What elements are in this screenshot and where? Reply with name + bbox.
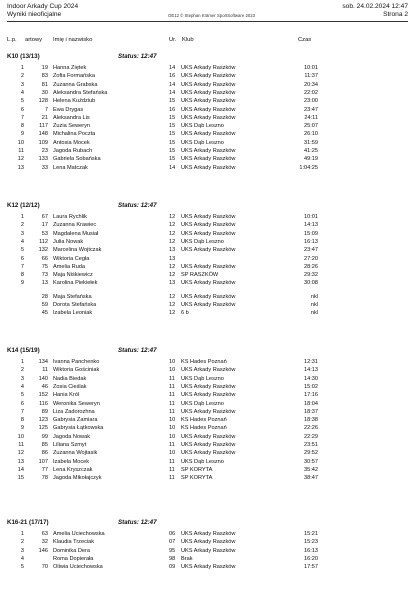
result-club: UKS Dąb Leszno bbox=[181, 123, 224, 130]
result-name: Hanna Ziętek bbox=[53, 65, 87, 71]
result-start-number: 75 bbox=[41, 263, 48, 270]
result-place: 11 bbox=[18, 442, 24, 448]
result-place: 7 bbox=[20, 408, 24, 415]
result-club: UKS Arkady Raszków bbox=[181, 156, 236, 163]
result-birth-year: 06 bbox=[169, 531, 176, 537]
result-place: 1 bbox=[20, 65, 24, 71]
result-start-number: 46 bbox=[41, 383, 48, 390]
result-time: 28:26 bbox=[304, 263, 318, 270]
result-club: UKS Arkady Raszków bbox=[181, 302, 236, 308]
result-name: Nadia Biedak bbox=[53, 375, 87, 382]
result-row bbox=[0, 476, 415, 484]
result-club: UKS Arkady Raszków bbox=[181, 367, 236, 374]
result-birth-year: 15 bbox=[169, 139, 176, 146]
result-name: Dominika Dera bbox=[53, 547, 90, 554]
result-place: 4 bbox=[20, 383, 24, 390]
result-start-number: 148 bbox=[38, 131, 48, 138]
result-name: Antosia Mocek bbox=[53, 139, 90, 146]
header-left bbox=[7, 3, 78, 20]
result-start-number: 7 bbox=[44, 106, 48, 113]
result-place: 2 bbox=[20, 367, 24, 374]
result-time: 27:20 bbox=[304, 255, 318, 262]
result-club: UKS Arkady Raszków bbox=[181, 408, 236, 415]
result-birth-year: 15 bbox=[169, 148, 176, 154]
result-club: KS Hades Poznań bbox=[181, 359, 227, 365]
result-start-number: 83 bbox=[41, 73, 48, 80]
result-birth-year: 12 bbox=[169, 293, 176, 300]
result-name: Karolina Piekiełek bbox=[53, 280, 98, 287]
result-birth-year: 12 bbox=[169, 310, 176, 317]
result-name: Helena Kuździub bbox=[53, 98, 96, 105]
result-place: 3 bbox=[20, 547, 24, 554]
result-club: UKS Arkady Raszków bbox=[181, 131, 236, 138]
col-club: Klub bbox=[182, 37, 194, 43]
result-name: Zuzanna Wojtasik bbox=[53, 450, 98, 457]
result-club: UKS Arkady Raszków bbox=[181, 230, 236, 237]
result-row bbox=[0, 166, 415, 174]
result-time: 41:25 bbox=[304, 148, 318, 154]
result-birth-year: 15 bbox=[169, 123, 176, 130]
result-birth-year: 11 bbox=[169, 475, 175, 482]
result-time: 15:02 bbox=[304, 383, 318, 390]
result-birth-year: 12 bbox=[169, 272, 176, 279]
result-name: Aleksandra Stefańska bbox=[53, 89, 108, 96]
result-name: Wiktoria Cegła bbox=[53, 255, 90, 262]
result-birth-year: 11 bbox=[169, 400, 175, 407]
category-status: Status: 12:47 bbox=[118, 519, 157, 526]
result-name: Zosia Cieślak bbox=[53, 383, 87, 390]
result-time: 17:57 bbox=[304, 564, 318, 571]
result-row bbox=[0, 248, 415, 256]
result-start-number: 63 bbox=[41, 531, 48, 537]
result-name: Wiktoria Gościniak bbox=[53, 367, 100, 374]
result-time: 29:32 bbox=[304, 272, 318, 279]
result-club: KS Hades Poznań bbox=[181, 417, 227, 424]
result-birth-year: 11 bbox=[169, 392, 175, 399]
result-birth-year: 12 bbox=[169, 238, 176, 245]
result-start-number: 152 bbox=[38, 392, 48, 399]
result-name: Amelia Ruda bbox=[53, 263, 86, 270]
software-credit: OE12 © Stephan Krämer SportSoftware 2023 bbox=[168, 13, 256, 18]
result-place: 3 bbox=[20, 230, 24, 237]
result-name: Liza Zadorozhna bbox=[53, 408, 95, 415]
result-name: Ewa Drygas bbox=[53, 106, 84, 113]
result-birth-year: 11 bbox=[169, 375, 175, 382]
result-row bbox=[0, 281, 415, 289]
result-name: Gabrysia Zamiara bbox=[53, 417, 98, 424]
result-name: Hania Król bbox=[53, 392, 80, 399]
result-name: Izabela Mocek bbox=[53, 458, 90, 465]
result-place: 9 bbox=[20, 425, 24, 432]
result-start-number: 17 bbox=[41, 222, 48, 229]
result-club: UKS Arkady Raszków bbox=[181, 383, 236, 390]
category-status: Status: 12:47 bbox=[118, 347, 157, 354]
result-place: 4 bbox=[20, 89, 24, 96]
result-start-number: 125 bbox=[38, 425, 48, 432]
result-club: UKS Arkady Raszków bbox=[181, 450, 236, 457]
result-club: UKS Arkady Raszków bbox=[181, 65, 236, 71]
result-club: UKS Arkady Raszków bbox=[181, 106, 236, 113]
result-time: 38:47 bbox=[304, 475, 318, 482]
result-name: Gabriela Sobańska bbox=[53, 156, 101, 163]
result-club: UKS Arkady Raszków bbox=[181, 81, 236, 88]
category-title: K16-21 (17/17) bbox=[7, 519, 49, 526]
result-time: 10:01 bbox=[304, 214, 318, 220]
result-time: 22:02 bbox=[304, 89, 318, 96]
result-club: UKS Arkady Raszków bbox=[181, 247, 236, 254]
result-birth-year: 11 bbox=[169, 383, 175, 390]
result-start-number: 146 bbox=[38, 547, 48, 554]
result-row bbox=[0, 311, 415, 319]
result-row bbox=[0, 565, 415, 573]
result-start-number: 99 bbox=[41, 433, 48, 440]
result-place: 9 bbox=[20, 131, 24, 138]
event-title: Indoor Arkady Cup 2024 bbox=[7, 3, 79, 10]
col-place: L.p. bbox=[7, 37, 17, 43]
result-time: 16:13 bbox=[304, 238, 318, 245]
result-start-number: 128 bbox=[38, 98, 48, 105]
result-birth-year: 10 bbox=[169, 359, 176, 365]
result-time: 12:31 bbox=[304, 359, 318, 365]
result-name: Lena Kryszczak bbox=[53, 466, 93, 473]
result-time: 18:38 bbox=[304, 417, 318, 424]
result-time: nkl bbox=[310, 302, 318, 308]
result-club: UKS Arkady Raszków bbox=[181, 392, 236, 399]
result-birth-year: 09 bbox=[169, 564, 176, 571]
result-start-number: 33 bbox=[41, 164, 48, 171]
result-place: 6 bbox=[20, 255, 24, 262]
col-year: Ur. bbox=[169, 37, 177, 43]
result-time: 31:59 bbox=[304, 139, 318, 146]
result-time: 49:19 bbox=[304, 156, 318, 163]
result-time: 26:10 bbox=[304, 131, 318, 138]
result-place: 3 bbox=[20, 81, 24, 88]
result-start-number: 53 bbox=[41, 230, 48, 237]
header-right bbox=[342, 3, 408, 20]
result-time: 29:52 bbox=[304, 450, 318, 457]
result-time: nkl bbox=[310, 310, 318, 317]
result-club: 6 b bbox=[181, 310, 189, 317]
result-club: UKS Arkady Raszków bbox=[181, 89, 236, 96]
result-time: 20:34 bbox=[304, 81, 318, 88]
result-time: 16:13 bbox=[304, 547, 318, 554]
result-club: UKS Dąb Leszno bbox=[181, 375, 224, 382]
result-birth-year: 12 bbox=[169, 230, 176, 237]
result-club: UKS Arkady Raszków bbox=[181, 73, 236, 80]
result-time: 11:37 bbox=[304, 73, 318, 80]
col-time: Czas bbox=[298, 37, 312, 43]
category-title: K10 (13/13) bbox=[7, 53, 40, 60]
result-birth-year: 13 bbox=[169, 255, 176, 262]
result-time: 10:01 bbox=[304, 65, 318, 71]
result-name: Izabela Leoniak bbox=[53, 310, 93, 317]
result-place: 6 bbox=[20, 106, 24, 113]
result-name: Dorota Stefańska bbox=[53, 302, 97, 308]
category-status: Status: 12:47 bbox=[118, 202, 157, 209]
result-birth-year: 11 bbox=[169, 466, 175, 473]
result-start-number: 116 bbox=[39, 400, 48, 407]
result-time: 14:13 bbox=[304, 222, 318, 229]
result-time: 24:11 bbox=[304, 114, 318, 121]
result-club: UKS Arkady Raszków bbox=[181, 564, 236, 571]
result-row bbox=[0, 99, 415, 107]
result-club: Brak bbox=[181, 555, 193, 562]
result-time: 15:23 bbox=[304, 539, 318, 546]
result-place: 8 bbox=[20, 417, 24, 424]
result-time: 17:16 bbox=[304, 392, 318, 399]
result-start-number: 28 bbox=[41, 293, 48, 300]
result-start-number: 66 bbox=[41, 255, 48, 262]
result-club: UKS Arkady Raszków bbox=[181, 222, 236, 229]
result-start-number: 59 bbox=[41, 302, 48, 308]
result-birth-year: 15 bbox=[169, 156, 176, 163]
result-start-number: 107 bbox=[38, 458, 48, 465]
result-time: nkl bbox=[310, 293, 318, 300]
result-name: Klaudia Trzeciak bbox=[53, 539, 95, 546]
result-place: 5 bbox=[20, 392, 24, 399]
result-birth-year: 07 bbox=[169, 539, 176, 546]
result-start-number: 133 bbox=[38, 156, 48, 163]
result-place: 1 bbox=[20, 531, 24, 537]
result-birth-year: 14 bbox=[169, 89, 176, 96]
result-club: UKS Dąb Leszno bbox=[181, 238, 224, 245]
result-birth-year: 13 bbox=[169, 247, 176, 254]
result-birth-year: 12 bbox=[169, 222, 176, 229]
result-birth-year: 16 bbox=[169, 106, 176, 113]
result-start-number: 19 bbox=[41, 65, 48, 71]
result-time: 22:29 bbox=[304, 433, 318, 440]
result-club: UKS Arkady Raszków bbox=[181, 114, 236, 121]
result-time: 30:57 bbox=[304, 458, 318, 465]
result-name: Liliana Szmyt bbox=[53, 442, 87, 448]
result-birth-year: 11 bbox=[169, 408, 175, 415]
result-place: 12 bbox=[17, 156, 24, 163]
result-place: 1 bbox=[20, 359, 24, 365]
result-name: Magdalena Musiał bbox=[53, 230, 99, 237]
result-club: UKS Dąb Leszno bbox=[181, 139, 224, 146]
result-club: UKS Arkady Raszków bbox=[181, 98, 236, 105]
result-name: Michalina Poczta bbox=[53, 131, 96, 138]
result-time: 16:20 bbox=[304, 555, 318, 562]
result-place: 2 bbox=[20, 539, 24, 546]
result-start-number: 23 bbox=[41, 148, 48, 154]
result-place: 4 bbox=[20, 555, 24, 562]
result-birth-year: 14 bbox=[169, 81, 176, 88]
result-birth-year: 95 bbox=[169, 547, 176, 554]
result-time: 30:08 bbox=[304, 280, 318, 287]
result-name: Jagoda Mikołajczyk bbox=[53, 475, 102, 482]
result-time: 18:04 bbox=[304, 400, 318, 407]
result-start-number: 73 bbox=[41, 272, 48, 279]
result-start-number: 134 bbox=[38, 359, 48, 365]
result-place: 7 bbox=[20, 263, 24, 270]
result-birth-year: 10 bbox=[169, 417, 176, 424]
result-name: Zuzanna Krawiec bbox=[53, 222, 97, 229]
result-club: UKS Arkady Raszków bbox=[181, 539, 236, 546]
result-time: 25:07 bbox=[304, 123, 318, 130]
result-club: SP KORYTA bbox=[181, 475, 213, 482]
column-headers bbox=[0, 38, 415, 46]
result-name: Aleksandra Lis bbox=[53, 114, 90, 121]
result-name: Weronika Seweryn bbox=[53, 400, 100, 407]
result-start-number: 86 bbox=[41, 450, 48, 457]
result-name: Zofia Formańska bbox=[53, 73, 95, 80]
result-club: UKS Arkady Raszków bbox=[181, 280, 236, 287]
result-name: Ivanna Panchenko bbox=[53, 359, 100, 365]
result-time: 23:00 bbox=[304, 98, 318, 105]
result-birth-year: 12 bbox=[169, 263, 176, 270]
result-time: 14:13 bbox=[304, 367, 318, 374]
results-subtitle: Wyniki nieoficjalne bbox=[7, 11, 62, 19]
result-place: 8 bbox=[20, 123, 24, 130]
result-name: Roma Dopierała bbox=[53, 555, 94, 562]
result-place: 10 bbox=[17, 139, 24, 146]
result-name: Julia Nowak bbox=[53, 238, 84, 245]
category-status: Status: 12:47 bbox=[118, 53, 157, 60]
result-birth-year: 10 bbox=[169, 425, 176, 432]
result-club: UKS Arkady Raszków bbox=[181, 293, 236, 300]
result-name: Jagoda Nowak bbox=[53, 433, 91, 440]
result-start-number: 89 bbox=[41, 408, 48, 415]
result-club: UKS Arkady Raszków bbox=[181, 433, 236, 440]
result-place: 9 bbox=[20, 280, 24, 287]
result-start-number: 132 bbox=[38, 247, 48, 254]
result-start-number: 140 bbox=[38, 375, 48, 382]
result-place: 5 bbox=[20, 247, 24, 254]
result-start-number: 13 bbox=[41, 280, 48, 287]
result-club: UKS Arkady Raszków bbox=[181, 547, 236, 554]
result-time: 35:42 bbox=[304, 466, 318, 473]
result-birth-year: 98 bbox=[169, 555, 176, 562]
result-start-number: 67 bbox=[41, 214, 48, 220]
result-club: SP RASZKÓW bbox=[181, 272, 219, 279]
result-place: 13 bbox=[17, 458, 24, 465]
result-name: Oliwia Uciechowska bbox=[53, 564, 103, 571]
result-place: 11 bbox=[18, 148, 24, 154]
result-start-number: 109 bbox=[38, 139, 48, 146]
result-start-number: 85 bbox=[41, 442, 48, 448]
col-name: Imię i nazwisko bbox=[53, 37, 93, 43]
result-place: 13 bbox=[17, 164, 24, 171]
page-number: Strona 2 bbox=[383, 11, 408, 19]
result-time: 1:04:25 bbox=[299, 164, 318, 171]
result-place: 4 bbox=[20, 238, 24, 245]
result-place: 2 bbox=[20, 73, 24, 80]
result-birth-year: 16 bbox=[169, 73, 176, 80]
result-name: Zuzia Seweryn bbox=[53, 123, 90, 130]
result-place: 5 bbox=[20, 564, 24, 571]
result-birth-year: 13 bbox=[169, 280, 176, 287]
result-birth-year: 15 bbox=[169, 114, 176, 121]
result-birth-year: 10 bbox=[169, 433, 176, 440]
result-place: 14 bbox=[17, 466, 24, 473]
category-title: K12 (12/12) bbox=[7, 202, 40, 209]
result-club: UKS Arkady Raszków bbox=[181, 214, 236, 220]
result-birth-year: 11 bbox=[169, 458, 175, 465]
result-time: 23:51 bbox=[304, 442, 318, 448]
result-place: 2 bbox=[20, 222, 24, 229]
result-time: 15:09 bbox=[304, 230, 318, 237]
result-name: Maja Niśkiewicz bbox=[53, 272, 93, 279]
result-place: 8 bbox=[20, 272, 24, 279]
result-name: Marcelina Wojtczak bbox=[53, 247, 102, 254]
result-club: UKS Dąb Leszno bbox=[181, 458, 224, 465]
result-start-number: 81 bbox=[41, 81, 48, 88]
result-time: 18:37 bbox=[304, 408, 318, 415]
result-club: UKS Arkady Raszków bbox=[181, 263, 236, 270]
result-birth-year: 12 bbox=[169, 302, 176, 308]
result-time: 23:47 bbox=[304, 106, 318, 113]
result-place: 15 bbox=[17, 475, 24, 482]
result-place: 3 bbox=[20, 375, 24, 382]
result-name: Laura Rychlik bbox=[53, 214, 87, 220]
result-birth-year: 11 bbox=[169, 442, 175, 448]
result-place: 6 bbox=[20, 400, 24, 407]
result-birth-year: 15 bbox=[169, 131, 176, 138]
result-place: 7 bbox=[20, 114, 24, 121]
result-name: Maja Stefańska bbox=[53, 293, 92, 300]
result-birth-year: 10 bbox=[169, 450, 176, 457]
result-start-number: 21 bbox=[41, 114, 48, 121]
result-start-number: 32 bbox=[41, 539, 48, 546]
result-start-number: 123 bbox=[38, 417, 48, 424]
result-row bbox=[0, 393, 415, 401]
result-club: UKS Dąb Leszno bbox=[181, 400, 224, 407]
result-birth-year: 10 bbox=[169, 367, 176, 374]
category-title: K14 (15/19) bbox=[7, 347, 40, 354]
result-club: KS Hades Poznań bbox=[181, 425, 227, 432]
result-name: Amelia Uciechowska bbox=[53, 531, 105, 537]
result-name: Gabrysia Łątkowska bbox=[53, 425, 104, 432]
result-club: SP KORYTA bbox=[181, 466, 213, 473]
result-club: UKS Arkady Raszków bbox=[181, 148, 236, 154]
result-start-number: 30 bbox=[41, 89, 48, 96]
result-birth-year: 15 bbox=[169, 98, 176, 105]
result-name: Jagoda Rubach bbox=[53, 148, 93, 154]
result-time: 22:26 bbox=[304, 425, 318, 432]
result-birth-year: 14 bbox=[169, 164, 176, 171]
result-start-number: 70 bbox=[41, 564, 48, 571]
result-club: UKS Arkady Raszków bbox=[181, 442, 236, 448]
result-birth-year: 14 bbox=[169, 65, 176, 71]
result-name: Lena Matczak bbox=[53, 164, 88, 171]
col-start: artowy bbox=[25, 37, 43, 43]
result-start-number: 112 bbox=[39, 238, 48, 245]
result-time: 23:47 bbox=[304, 247, 318, 254]
result-club: UKS Arkady Raszków bbox=[181, 531, 236, 537]
result-name: Zuzanna Grabska bbox=[53, 81, 98, 88]
result-time: 14:30 bbox=[304, 375, 318, 382]
result-start-number: 45 bbox=[41, 310, 48, 317]
result-place: 1 bbox=[20, 214, 24, 220]
result-birth-year: 12 bbox=[169, 214, 176, 220]
result-place: 12 bbox=[17, 450, 24, 457]
result-start-number: 11 bbox=[42, 367, 48, 374]
result-time: 15:21 bbox=[304, 531, 318, 537]
result-start-number: 77 bbox=[41, 466, 48, 473]
result-start-number: 117 bbox=[39, 123, 48, 130]
header-divider bbox=[7, 21, 408, 22]
print-datetime: sob. 24.02.2024 12:47 bbox=[342, 3, 408, 10]
result-place: 10 bbox=[17, 433, 24, 440]
result-place: 5 bbox=[20, 98, 24, 105]
result-start-number: 78 bbox=[41, 475, 48, 482]
result-club: UKS Arkady Raszków bbox=[181, 164, 236, 171]
